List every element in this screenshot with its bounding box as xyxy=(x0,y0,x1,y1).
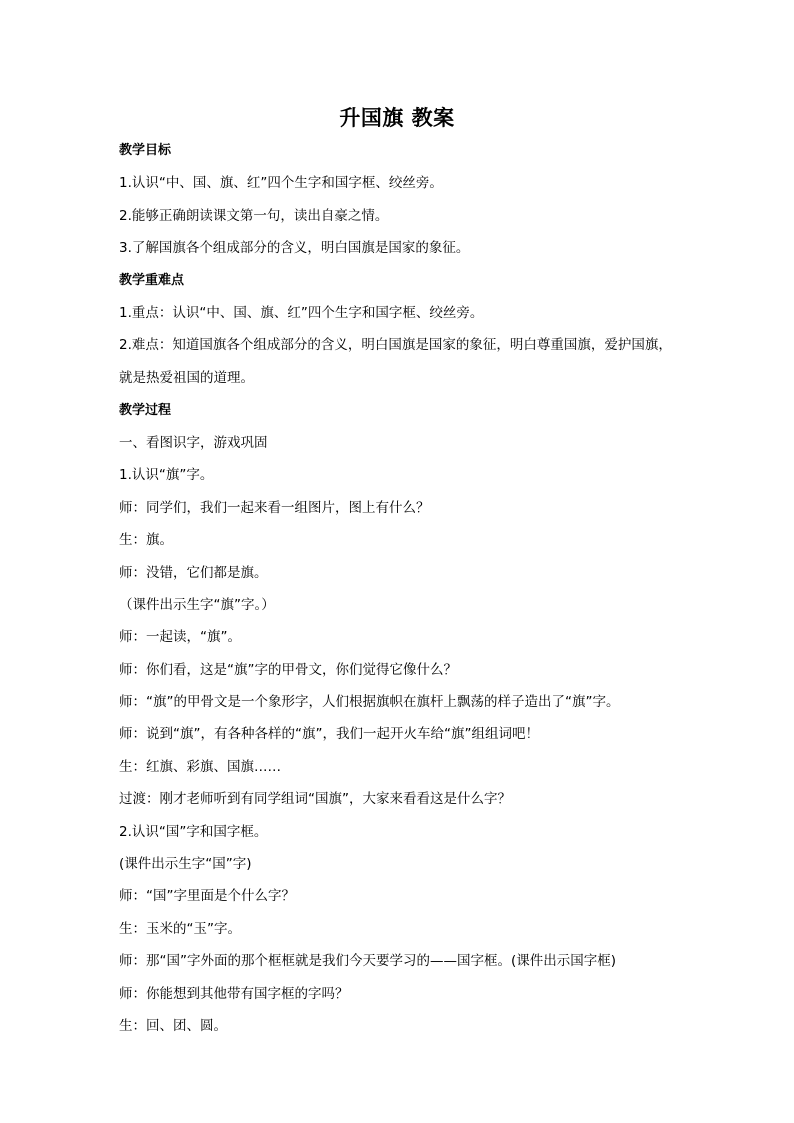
paragraph: 生：旗。 xyxy=(119,532,173,549)
paragraph: 2.难点：知道国旗各个组成部分的含义，明白国旗是国家的象征，明白尊重国旗，爱护国旗，就是热爱祖国的道理。 xyxy=(119,337,672,386)
paragraph: 过渡：刚才老师听到有同学组词“国旗”，大家来看看这是什么字？ xyxy=(119,791,511,808)
paragraph: 师：你能想到其他带有国字框的字吗？ xyxy=(119,985,349,1002)
paragraph: 1.认识“旗”字。 xyxy=(119,467,214,484)
paragraph: 1.重点：认识“中、国、旗、红”四个生字和国字框、绞丝旁。 xyxy=(119,304,484,321)
paragraph: 2.能够正确朗读课文第一句，读出自豪之情。 xyxy=(119,207,389,224)
paragraph: 1.认识“中、国、旗、红”四个生字和国字框、绞丝旁。 xyxy=(119,175,443,192)
paragraph: 生：红旗、彩旗、国旗…… xyxy=(119,758,281,775)
section-heading-process: 教学过程 xyxy=(119,402,172,418)
paragraph: 生：玉米的“玉”字。 xyxy=(119,920,241,937)
paragraph: 一、看图识字，游戏巩固 xyxy=(119,434,268,451)
paragraph: 师：同学们，我们一起来看一组图片，图上有什么？ xyxy=(119,499,430,516)
paragraph: 师：你们看，这是“旗”字的甲骨文，你们觉得它像什么？ xyxy=(119,661,457,678)
paragraph: 2.认识“国”字和国字框。 xyxy=(119,823,268,840)
document-title: 升国旗 教案 xyxy=(339,106,455,130)
section-heading-objectives: 教学目标 xyxy=(119,143,172,158)
paragraph: 师：没错，它们都是旗。 xyxy=(119,564,268,581)
paragraph: 师：说到“旗”，有各种各样的“旗”，我们一起开火车给“旗”组组词吧！ xyxy=(119,726,539,743)
paragraph: 师：“旗”的甲骨文是一个象形字，人们根据旗帜在旗杆上飘荡的样子造出了“旗”字。 xyxy=(119,694,620,711)
document-body xyxy=(119,141,679,1048)
paragraph: 师：一起读，“旗”。 xyxy=(119,629,241,646)
paragraph: (课件出示生字“国”字) xyxy=(119,856,252,873)
section-heading-key-points: 教学重难点 xyxy=(119,272,185,288)
paragraph: （课件出示生字“旗”字。） xyxy=(119,596,275,613)
paragraph: 3.了解国旗各个组成部分的含义，明白国旗是国家的象征。 xyxy=(119,240,470,257)
paragraph: 生：回、团、圆。 xyxy=(119,1017,227,1034)
paragraph: 师：“国”字里面是个什么字？ xyxy=(119,888,295,905)
paragraph: 师：那“国”字外面的那个框框就是我们今天要学习的——国字框。(课件出示国字框) xyxy=(119,953,617,970)
